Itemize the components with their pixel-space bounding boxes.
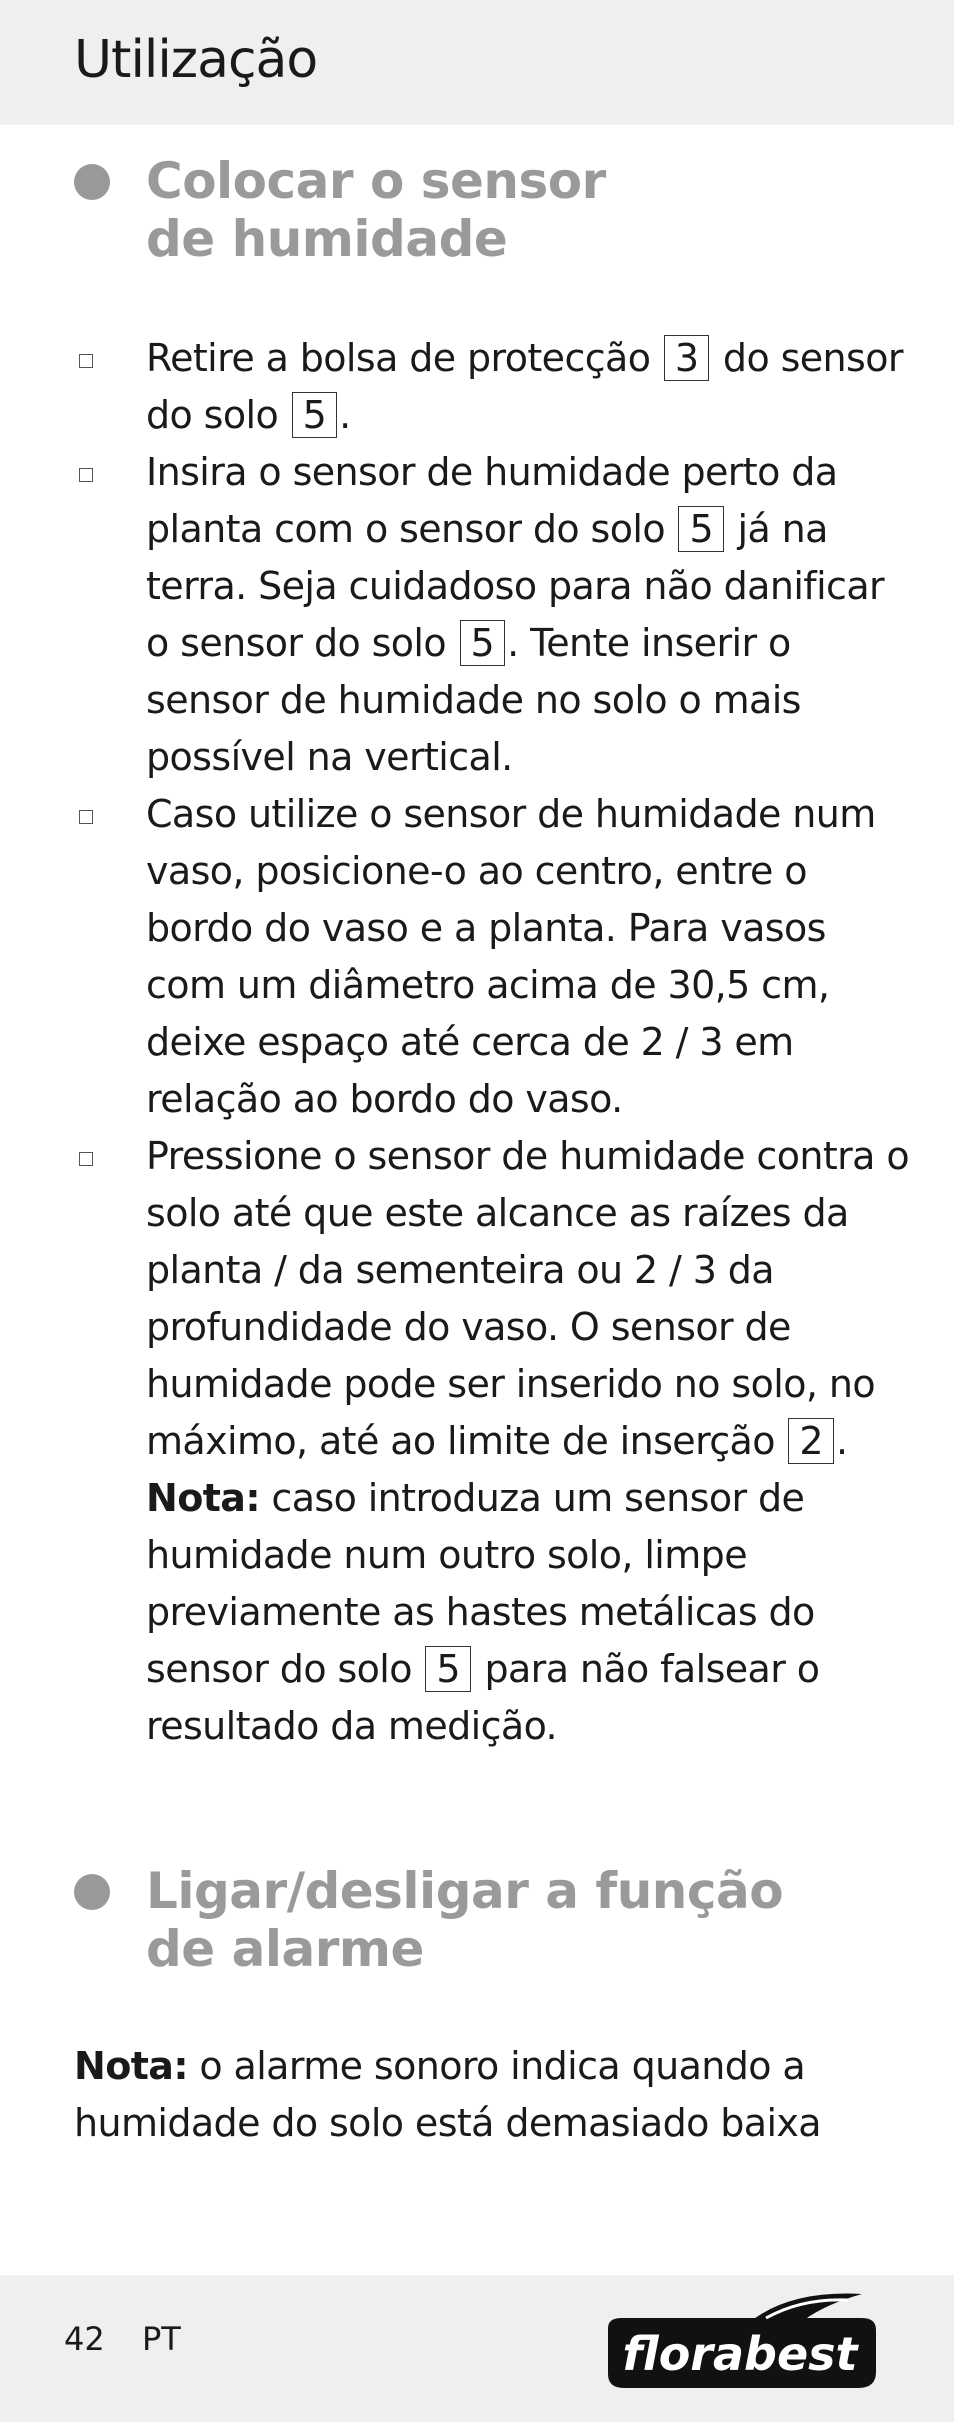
part-reference-number: 5 <box>425 1646 471 1692</box>
step-text-segment: Insira o sensor de humidade perto da planta com o sensor do solo <box>146 450 838 551</box>
page-number: 42 <box>64 2320 105 2358</box>
step-text-segment: . Tente inserir o sensor de humidade no solo o mais possível na vertical. <box>146 621 801 779</box>
step-text-segment: . <box>339 393 351 437</box>
page-title: Utilização <box>74 30 318 90</box>
step-item <box>74 1128 914 1755</box>
step-text <box>146 1128 914 1755</box>
section-title: Ligar/desligar a função de alarme <box>146 1862 784 1978</box>
note-label: Nota: <box>74 2044 188 2088</box>
part-reference-number: 2 <box>788 1418 834 1464</box>
bullet-dot-icon <box>74 1874 110 1910</box>
part-reference-number: 5 <box>292 392 338 438</box>
step-text-segment: Pressione o sensor de humidade contra o solo até que este alcance as raízes da planta / da sementeira ou 2 / 3 da profundidade do vaso. O sensor de humidade pode ser inserido no solo, no máximo, até ao limite de inserção <box>146 1134 909 1463</box>
alarm-note <box>74 2038 914 2152</box>
bullet-dot-icon <box>74 164 110 200</box>
note-text: o alarme sonoro indica quando a humidade do solo está demasiado baixa <box>74 2044 821 2145</box>
page-header <box>0 0 954 125</box>
checkbox-square-icon <box>79 1152 93 1166</box>
part-reference-number: 5 <box>460 620 506 666</box>
step-text-segment: já na terra. Seja cuidadoso para não danificar o sensor do solo <box>146 507 885 665</box>
step-text-segment: Retire a bolsa de protecção <box>146 336 662 380</box>
step-item <box>74 786 914 1128</box>
checkbox-square-icon <box>79 468 93 482</box>
step-text <box>146 444 914 786</box>
checkbox-square-icon <box>79 354 93 368</box>
step-item <box>74 330 914 444</box>
step-text <box>146 786 914 1128</box>
note-label: Nota: <box>146 1476 260 1520</box>
step-text-segment: Caso utilize o sensor de humidade num vaso, posicione-o ao centro, entre o bordo do vaso e a planta. Para vasos com um diâmetro acima de 30,5 cm, deixe espaço até cerca de 2 / 3 em relação ao bordo do vaso. <box>146 792 876 1121</box>
section-title: Colocar o sensor de humidade <box>146 152 606 268</box>
instruction-steps <box>74 330 914 1755</box>
part-reference-number: 3 <box>664 335 710 381</box>
florabest-logo <box>600 2288 882 2396</box>
logo-wordmark: florabest <box>622 2327 858 2381</box>
step-text <box>146 330 914 444</box>
checkbox-square-icon <box>79 810 93 824</box>
language-code: PT <box>142 2320 181 2358</box>
step-text-segment: para não falsear o resultado da medição. <box>146 1647 820 1748</box>
step-text-segment: caso introduza um sensor de humidade num outro solo, limpe previamente as hastes metálicas do sensor do solo <box>146 1476 815 1691</box>
part-reference-number: 5 <box>678 506 724 552</box>
step-text-segment: . <box>835 1419 848 1463</box>
step-item <box>74 444 914 786</box>
step-text-segment: do sensor do solo <box>146 336 903 437</box>
